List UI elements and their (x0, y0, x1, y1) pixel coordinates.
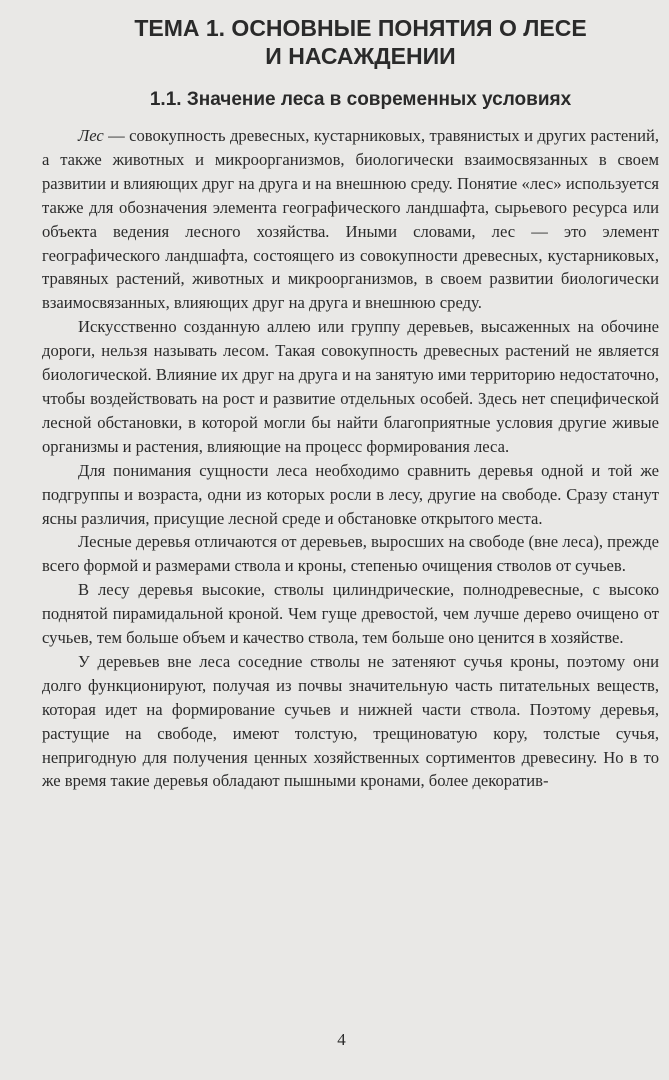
paragraph-1-text: — совокупность древесных, кустарниковых, травянистых и других растений, а также животных и микроорганизмов, биологически взаимосвязанных в своем развитии и влияющих друг на друга и на внешнюю среду. Понятие «лес» используется также для обозначения элемента географического ландшафта, сырьевого ресурса или объекта ведения лесного хозяйства. Иными словами, лес — это элемент географического ландшафта, состоящего из совокупности древесных, кустарниковых, травяных растений, животных и микроорганизмов, в своем развитии биологически взаимосвязанных, влияющих друг на друга и внешнюю среду. (42, 126, 659, 313)
chapter-title-line1: ТЕМА 1. ОСНОВНЫЕ ПОНЯТИЯ О ЛЕСЕ (134, 15, 587, 41)
paragraph-6: У деревьев вне леса соседние стволы не затеняют сучья кроны, поэтому они долго функционируют, получая из почвы значительную часть питательных веществ, которая идет на формирование сучьев и нижней части ствола. Поэтому деревья, растущие на свободе, имеют толстую, трещиноватую кору, толстые сучья, непригодную для получения ценных хозяйственных сортиментов древесину. Но в то же время такие деревья обладают пышными кронами, более декоратив- (42, 651, 659, 791)
chapter-title (42, 14, 659, 70)
body-text (42, 124, 659, 793)
page-number: 4 (337, 1030, 346, 1049)
section-title: 1.1. Значение леса в современных условиях (149, 89, 572, 110)
paragraph-1 (42, 124, 659, 315)
paragraph-2: Искусственно созданную аллею или группу деревьев, высаженных на обочине дороги, нельзя называть лесом. Такая совокупность древесных растений не является биологической. Влияние их друг на друга и на занятую ими территорию недостаточно, чтобы воздействовать на рост и развитие отдельных особей. Здесь нет специфической лесной обстановки, в которой могли бы найти благоприятные условия другие живые организмы и растения, влияющие на процесс формирования леса. (42, 317, 659, 456)
paragraph-5: В лесу деревья высокие, стволы цилиндрические, полнодревесные, с высоко поднятой пирамидальной кроной. Чем гуще древостой, чем лучше дерево очищено от сучьев, тем больше объем и качество ствола, тем больше оно ценится в хозяйстве. (42, 580, 659, 648)
paragraph-4: Лесные деревья отличаются от деревьев, выросших на свободе (вне леса), прежде всего формой и размерами ствола и кроны, степенью очищения стволов от сучьев. (42, 532, 659, 576)
paragraph-3: Для понимания сущности леса необходимо сравнить деревья одной и той же подгруппы и возраста, одни из которых росли в лесу, другие на свободе. Сразу станут ясны различия, присущие лесной среде и обстановке открытого места. (42, 460, 659, 528)
chapter-title-line2: И НАСАЖДЕНИИ (265, 43, 456, 69)
defined-term: Лес (78, 126, 104, 145)
